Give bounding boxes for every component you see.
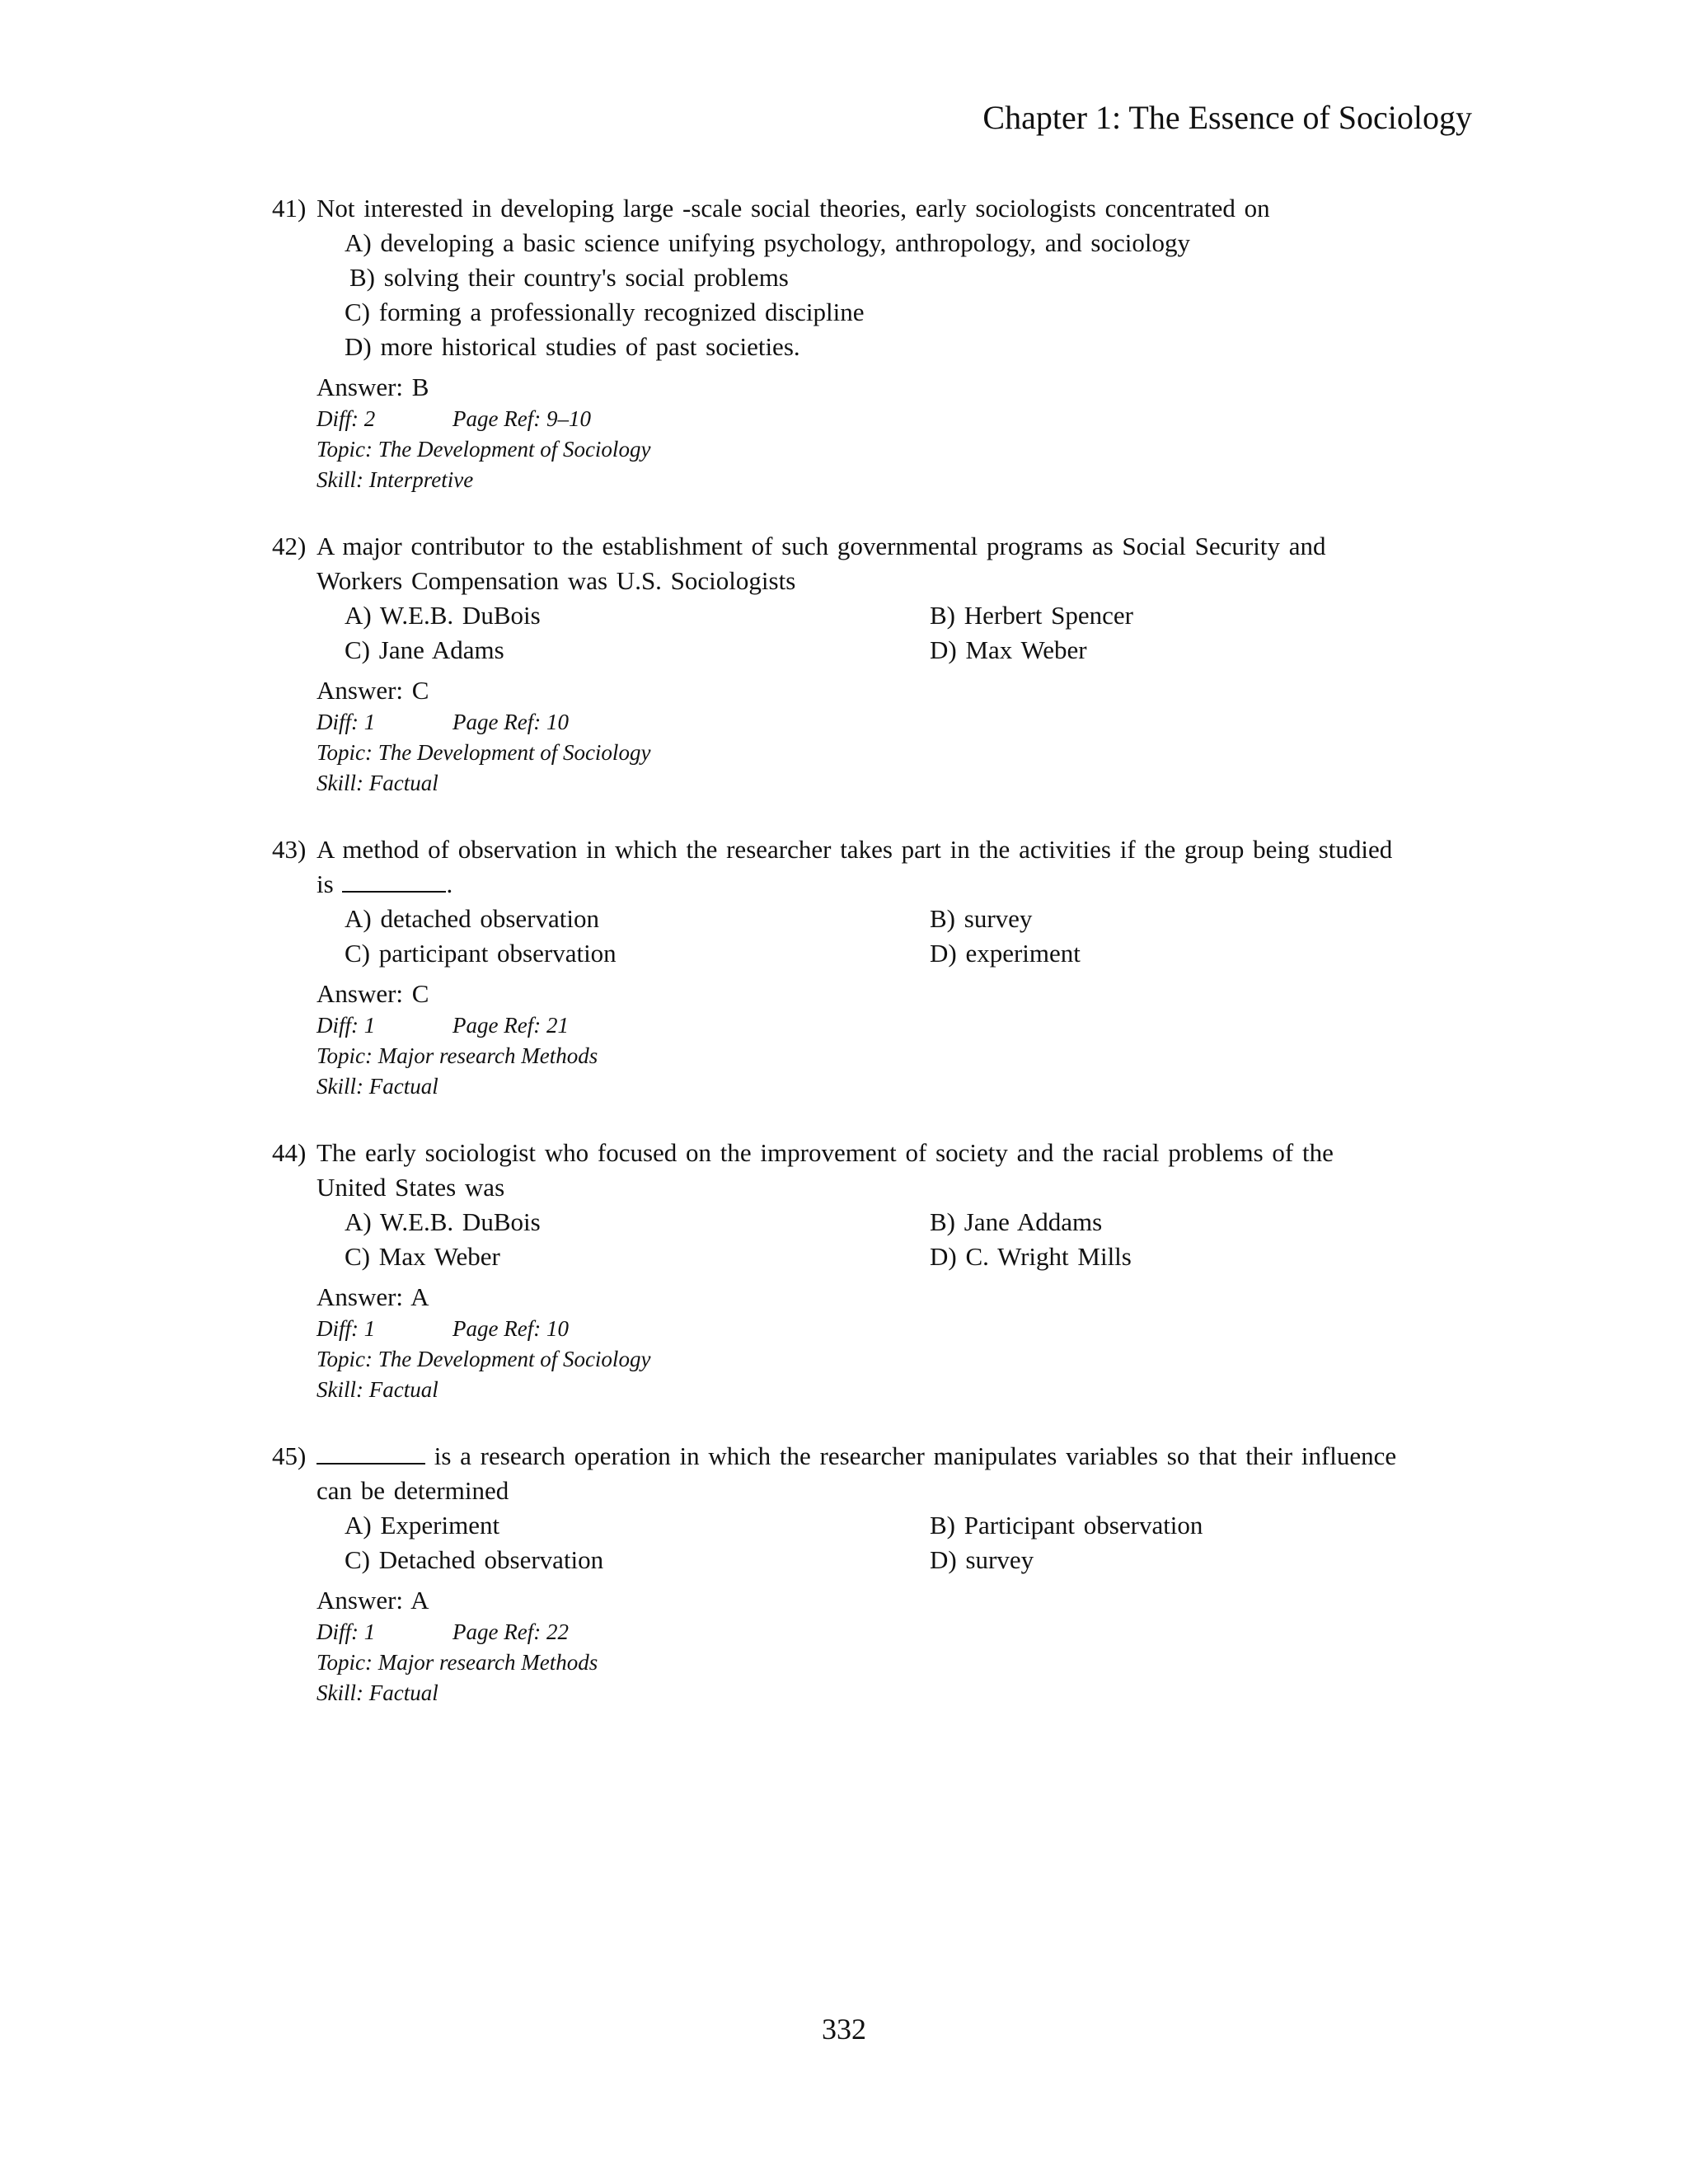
difficulty-page-ref	[316, 404, 1442, 434]
page-ref: Page Ref: 22	[452, 1619, 569, 1644]
page-ref: Page Ref: 10	[452, 1316, 569, 1341]
choice-d: D) survey	[930, 1545, 1034, 1574]
difficulty-page-ref	[316, 1314, 1442, 1344]
choice-a: A) W.E.B. DuBois	[345, 1207, 541, 1236]
choice-d: D) experiment	[930, 939, 1081, 968]
choice-a: A) Experiment	[345, 1511, 500, 1540]
choice-c: C) Jane Adams	[345, 635, 504, 664]
question-text: The early sociologist who focused on the improvement of society and the racial problems of the United States was	[316, 1138, 1334, 1202]
page-ref: Page Ref: 21	[452, 1013, 569, 1038]
choice-a: A) developing a basic science unifying psychology, anthropology, and sociology	[345, 228, 1190, 257]
difficulty-page-ref	[316, 1010, 1442, 1041]
question-41	[272, 191, 1442, 495]
choice-b: B) Jane Addams	[930, 1207, 1103, 1236]
choice-b: B) Herbert Spencer	[930, 601, 1134, 630]
choice-row	[345, 598, 1442, 633]
fill-in-blank	[342, 868, 446, 893]
question-text: A major contributor to the establishment of such governmental programs as Social Security and Workers Compensation was U.S. Sociologists	[316, 532, 1326, 595]
question-text	[316, 1439, 1404, 1508]
question-number: 44)	[272, 1138, 307, 1167]
question-43	[272, 832, 1442, 1102]
choice-row	[345, 1205, 1442, 1240]
choice-row	[345, 633, 1442, 668]
question-text-end: is a research operation in which the researcher manipulates variables so that their influence can be determined	[316, 1441, 1397, 1505]
choice-row	[345, 1508, 1442, 1543]
choice-a: A) detached observation	[345, 904, 599, 933]
chapter-header: Chapter 1: The Essence of Sociology	[982, 99, 1472, 136]
choice-c: C) participant observation	[345, 939, 617, 968]
question-42	[272, 529, 1442, 799]
page-ref: Page Ref: 9–10	[452, 406, 591, 431]
choice-d: D) Max Weber	[930, 635, 1087, 664]
difficulty: Diff: 1	[316, 710, 376, 734]
choice-b: B) survey	[930, 904, 1033, 933]
difficulty: Diff: 1	[316, 1013, 376, 1038]
skill: Skill: Factual	[316, 771, 438, 795]
page-ref: Page Ref: 10	[452, 710, 569, 734]
difficulty-page-ref	[316, 1617, 1442, 1647]
choice-d: D) C. Wright Mills	[930, 1242, 1132, 1271]
question-text-start: A method of observation in which the researcher takes part in the activities if the group being studied is	[316, 835, 1393, 898]
answer-choices	[345, 1508, 1442, 1577]
fill-in-blank	[316, 1440, 425, 1465]
answer-key: Answer: A	[316, 1586, 429, 1615]
skill: Skill: Factual	[316, 1074, 438, 1099]
difficulty: Diff: 1	[316, 1316, 376, 1341]
choice-row	[345, 936, 1442, 971]
choice-row	[345, 902, 1442, 936]
topic: Topic: The Development of Sociology	[316, 437, 651, 462]
topic: Topic: Major research Methods	[316, 1043, 598, 1068]
topic: Topic: The Development of Sociology	[316, 740, 651, 765]
question-number: 43)	[272, 835, 307, 864]
choice-a: A) W.E.B. DuBois	[345, 601, 541, 630]
question-number: 42)	[272, 532, 307, 560]
choice-c: C) Max Weber	[345, 1242, 500, 1271]
answer-choices	[345, 902, 1442, 971]
answer-key: Answer: C	[316, 979, 429, 1008]
question-text	[316, 832, 1404, 902]
choice-d: D) more historical studies of past societies.	[345, 332, 800, 361]
question-text: Not interested in developing large -scale social theories, early sociologists concentrated on	[316, 194, 1270, 223]
question-number: 41)	[272, 194, 307, 223]
answer-choices	[345, 1205, 1442, 1274]
choice-row	[345, 1543, 1442, 1577]
question-text-end: .	[446, 869, 453, 898]
skill: Skill: Interpretive	[316, 467, 474, 492]
topic: Topic: The Development of Sociology	[316, 1347, 651, 1371]
answer-key: Answer: B	[316, 373, 429, 401]
difficulty: Diff: 1	[316, 1619, 376, 1644]
topic: Topic: Major research Methods	[316, 1650, 598, 1675]
choice-c: C) forming a professionally recognized discipline	[345, 298, 865, 326]
difficulty-page-ref	[316, 707, 1442, 738]
choice-c: C) Detached observation	[345, 1545, 604, 1574]
skill: Skill: Factual	[316, 1377, 438, 1402]
answer-choices	[345, 226, 1442, 364]
difficulty: Diff: 2	[316, 406, 376, 431]
question-45	[272, 1439, 1442, 1708]
question-44	[272, 1136, 1442, 1405]
question-number: 45)	[272, 1441, 307, 1470]
answer-choices	[345, 598, 1442, 668]
answer-key: Answer: C	[316, 676, 429, 705]
skill: Skill: Factual	[316, 1680, 438, 1705]
page-number: 332	[822, 2013, 866, 2046]
choice-row	[345, 1240, 1442, 1274]
choice-b: B) solving their country's social problems	[349, 263, 789, 292]
answer-key: Answer: A	[316, 1282, 429, 1311]
choice-b: B) Participant observation	[930, 1511, 1203, 1540]
